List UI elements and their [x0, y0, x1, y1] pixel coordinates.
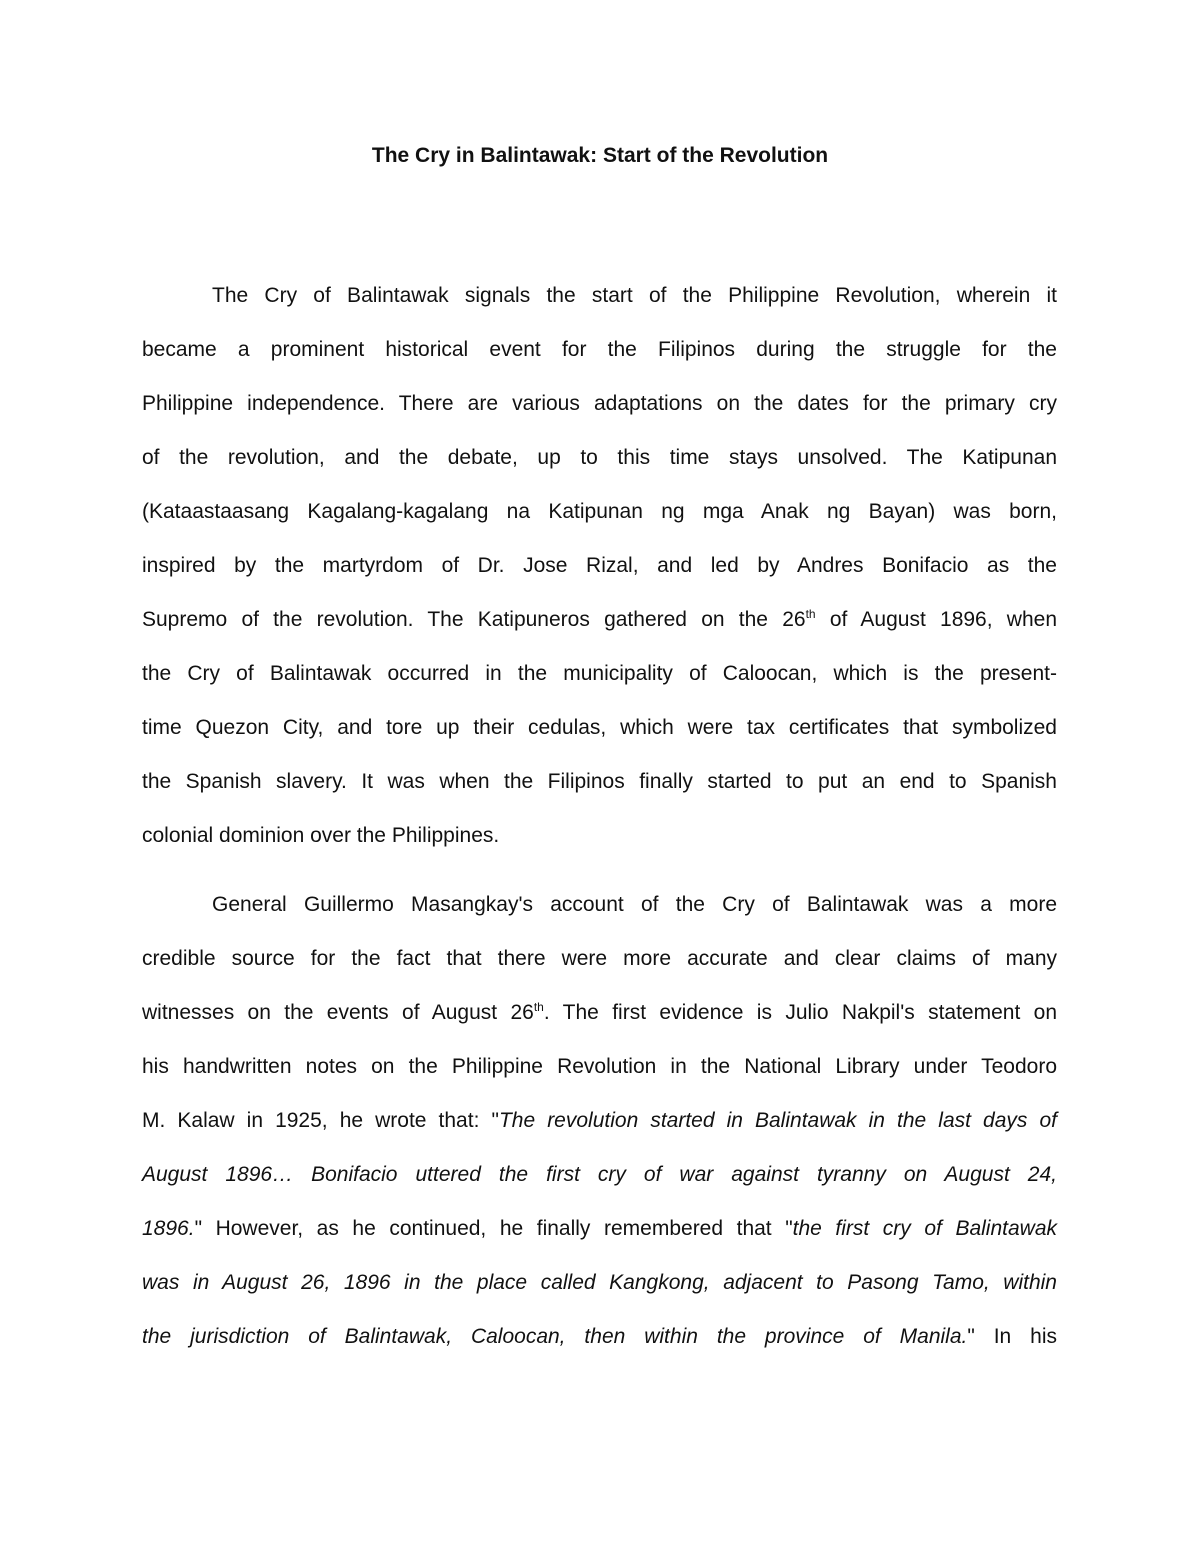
quote-italic: August 1896… Bonifacio uttered the first cry of war against tyranny on August 24,	[142, 1163, 1057, 1186]
paragraph-1	[142, 269, 1057, 863]
paragraph-1-line-7	[142, 593, 1057, 647]
paragraph-1-line-6: inspired by the martyrdom of Dr. Jose Rizal, and led by Andres Bonifacio as the	[142, 554, 1057, 577]
superscript-th: th	[533, 1000, 544, 1014]
paragraph-1-line-3: Philippine independence. There are various adaptations on the dates for the primary cry	[142, 392, 1057, 415]
paragraph-1-line-5: (Kataastaasang Kagalang-kagalang na Katipunan ng mga Anak ng Bayan) was born,	[142, 500, 1057, 523]
paragraph-1-line-8: the Cry of Balintawak occurred in the municipality of Caloocan, which is the present-	[142, 662, 1057, 685]
paragraph-1-line-11: colonial dominion over the Philippines.	[142, 824, 500, 847]
paragraph-2-line-9-text: " In his	[967, 1325, 1057, 1348]
quote-italic: the jurisdiction of Balintawak, Caloocan, then within the province of Manila.	[142, 1325, 968, 1348]
paragraph-1-line-9: time Quezon City, and tore up their cedulas, which were tax certificates that symbolized	[142, 716, 1057, 739]
quote-italic: 1896.	[142, 1217, 195, 1240]
paragraph-2-line-3-text-b: . The first evidence is Julio Nakpil's statement on	[543, 1001, 1057, 1024]
document-title: The Cry in Balintawak: Start of the Revolution	[371, 144, 829, 167]
paragraph-2-line-7	[142, 1202, 1057, 1256]
paragraph-1-line-7-text-b: of August 1896, when	[815, 608, 1058, 631]
paragraph-1-line-1: The Cry of Balintawak signals the start of the Philippine Revolution, wherein it	[212, 284, 1057, 307]
paragraph-2-line-8	[142, 1256, 1057, 1310]
paragraph-2-line-6	[142, 1148, 1057, 1202]
paragraph-2-line-9	[142, 1310, 1057, 1364]
quote-italic: was in August 26, 1896 in the place called Kangkong, adjacent to Pasong Tamo, within	[142, 1271, 1057, 1294]
paragraph-2-line-5	[142, 1094, 1057, 1148]
paragraph-2-line-1: General Guillermo Masangkay's account of the Cry of Balintawak was a more	[212, 893, 1057, 916]
paragraph-2-line-2: credible source for the fact that there were more accurate and clear claims of many	[142, 947, 1057, 970]
paragraph-2-line-7-text: " However, as he continued, he finally remembered that "	[194, 1217, 793, 1240]
paragraph-2-line-4: his handwritten notes on the Philippine Revolution in the National Library under Teodoro	[142, 1055, 1057, 1078]
quote-italic: the first cry of Balintawak	[792, 1217, 1057, 1240]
quote-italic: The revolution started in Balintawak in the last days of	[498, 1109, 1057, 1132]
paragraph-1-line-2: became a prominent historical event for the Filipinos during the struggle for the	[142, 338, 1057, 361]
paragraph-2	[142, 878, 1057, 1364]
paragraph-2-line-5-text: M. Kalaw in 1925, he wrote that: "	[142, 1109, 499, 1132]
paragraph-2-line-3-text-a: witnesses on the events of August 26	[142, 1001, 534, 1024]
paragraph-1-line-10: the Spanish slavery. It was when the Filipinos finally started to put an end to Spanish	[142, 770, 1057, 793]
superscript-th: th	[805, 607, 816, 621]
paragraph-1-line-4: of the revolution, and the debate, up to this time stays unsolved. The Katipunan	[142, 446, 1057, 469]
paragraph-1-line-7-text-a: Supremo of the revolution. The Katipuneros gathered on the 26	[142, 608, 806, 631]
paragraph-2-line-3	[142, 986, 1057, 1040]
document-body	[142, 269, 1057, 1364]
